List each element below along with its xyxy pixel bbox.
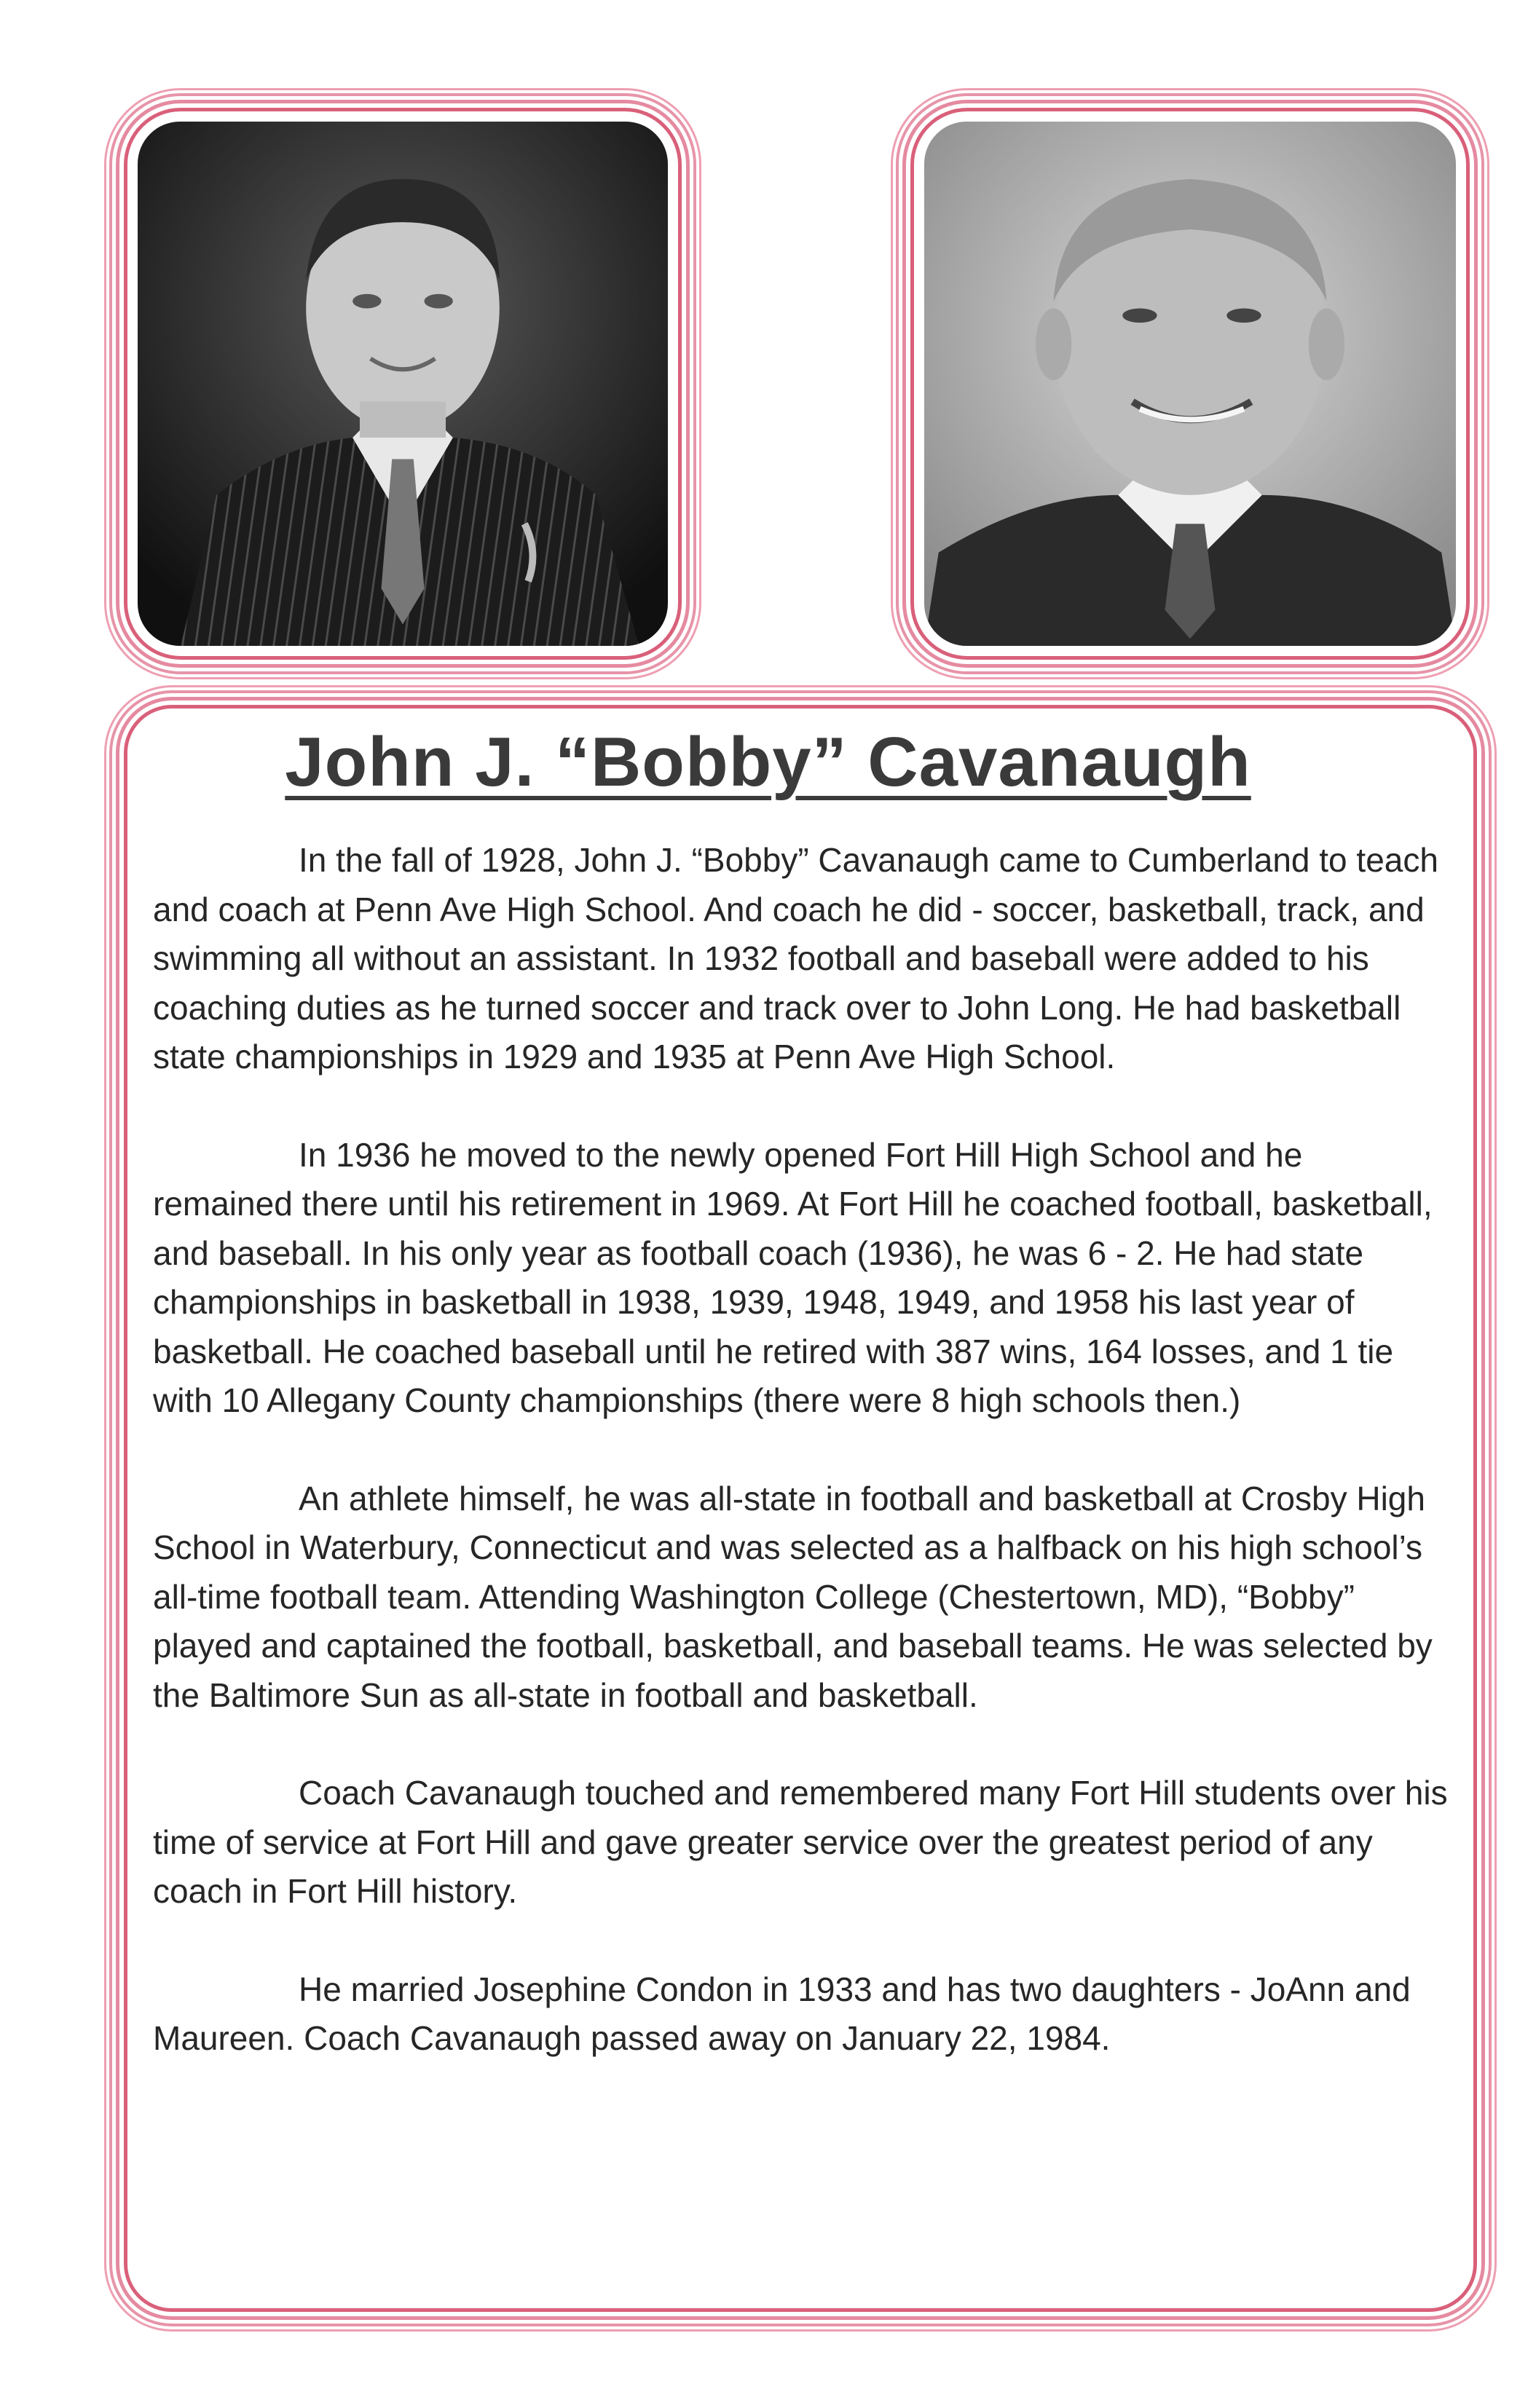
- paragraph-4: Coach Cavanaugh touched and remembered many Fort Hill students over his time of service at Fort Hill and gave greater service over the greatest period of any coach in Fort Hill history.: [153, 1774, 1448, 1910]
- paragraph-1: In the fall of 1928, John J. “Bobby” Cavanaugh came to Cumberland to teach and coach at Penn Ave High School. And coach he did - soccer, basketball, track, and swimming all without an assistant. In 1932 football and baseball were added to his coaching duties as he turned soccer and track over to John Long. He had basketball state championships in 1929 and 1935 at Penn Ave High School.: [153, 841, 1438, 1075]
- photo-frame-older: [910, 108, 1470, 660]
- paragraph-5: He married Josephine Condon in 1933 and has two daughters - JoAnn and Maureen. Coach Cavanaugh passed away on January 22, 1984.: [153, 1970, 1411, 2057]
- paragraph-2: In 1936 he moved to the newly opened Fort Hill High School and he remained there until his retirement in 1969. At Fort Hill he coached football, basketball, and baseball. In his only year as football coach (1936), he was 6 - 2. He had state championships in basketball in 1938, 1939, 1948, 1949, and 1958 his last year of basketball. He coached baseball until he retired with 387 wins, 164 losses, and 1 tie with 10 Allegany County championships (there were 8 high schools then.): [153, 1135, 1433, 1419]
- photo-frame-young: [124, 108, 682, 660]
- paragraph-3: An athlete himself, he was all-state in football and basketball at Crosby High School in Waterbury, Connecticut and was selected as a halfback on his high school’s all-time football team. Attending Washington College (Chestertown, MD), “Bobby” played and captained the football, basketball, and baseball teams. He was selected by the Baltimore Sun as all-state in football and basketball.: [153, 1479, 1433, 1714]
- photo-older-cavanaugh: [924, 122, 1456, 646]
- photo-young-cavanaugh: [138, 122, 668, 646]
- title-text: John J. “Bobby” Cavanaugh: [285, 723, 1251, 801]
- page-title: [0, 722, 1536, 802]
- portrait-young-icon: [138, 122, 668, 646]
- portrait-older-icon: [924, 122, 1456, 646]
- biography-body: [153, 836, 1449, 2112]
